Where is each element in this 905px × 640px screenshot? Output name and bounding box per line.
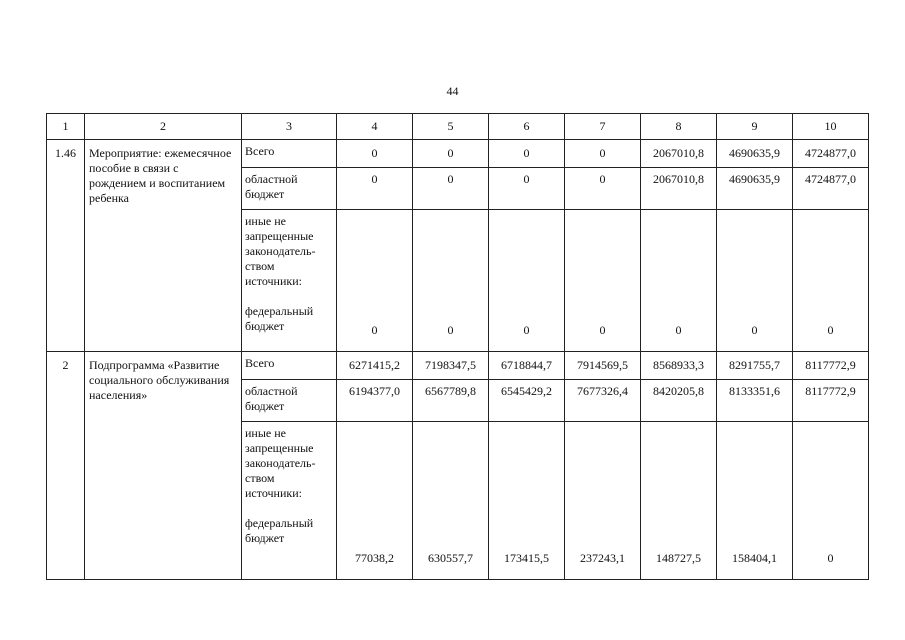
- value-cell: 77038,2: [337, 422, 413, 580]
- header-cell: 1: [47, 114, 85, 140]
- other-sources-label: иные не запрещенные законодатель-ством источники:: [245, 214, 316, 288]
- header-cell: 9: [717, 114, 793, 140]
- value-cell: 0: [337, 140, 413, 168]
- value-cell: 148727,5: [641, 422, 717, 580]
- value-cell: 0: [793, 210, 869, 352]
- federal-budget-label: федеральный бюджет: [245, 516, 314, 545]
- value-cell: 6567789,8: [413, 380, 489, 422]
- header-row: [47, 114, 869, 140]
- source-cell: Всего: [242, 352, 337, 380]
- source-cell: областной бюджет: [242, 380, 337, 422]
- value-cell: 0: [717, 210, 793, 352]
- page-number: 44: [446, 84, 459, 98]
- value-cell: 6271415,2: [337, 352, 413, 380]
- source-cell: [242, 422, 337, 580]
- value-cell: 7914569,5: [565, 352, 641, 380]
- row-name: Подпрограмма «Развитие социального обслуживания населения»: [85, 352, 242, 580]
- value-cell: 4690635,9: [717, 140, 793, 168]
- value-cell: 8291755,7: [717, 352, 793, 380]
- value-cell: 8117772,9: [793, 352, 869, 380]
- value-cell: 0: [413, 168, 489, 210]
- value-cell: 0: [793, 422, 869, 580]
- value-cell: 0: [413, 210, 489, 352]
- value-cell: 4724877,0: [793, 168, 869, 210]
- header-cell: 8: [641, 114, 717, 140]
- value-cell: 630557,7: [413, 422, 489, 580]
- value-cell: 6718844,7: [489, 352, 565, 380]
- value-cell: 7677326,4: [565, 380, 641, 422]
- row-name: Мероприятие: ежемесячное пособие в связи с рождением и воспитанием ребенка: [85, 140, 242, 352]
- value-cell: 173415,5: [489, 422, 565, 580]
- value-cell: 2067010,8: [641, 140, 717, 168]
- value-cell: 0: [337, 168, 413, 210]
- header-cell: 6: [489, 114, 565, 140]
- value-cell: 0: [413, 140, 489, 168]
- value-cell: 6194377,0: [337, 380, 413, 422]
- value-cell: 4690635,9: [717, 168, 793, 210]
- value-cell: 2067010,8: [641, 168, 717, 210]
- value-cell: 0: [641, 210, 717, 352]
- header-cell: 3: [242, 114, 337, 140]
- value-cell: 8117772,9: [793, 380, 869, 422]
- value-cell: 0: [565, 210, 641, 352]
- value-cell: 8133351,6: [717, 380, 793, 422]
- budget-table: [46, 113, 869, 580]
- header-cell: 2: [85, 114, 242, 140]
- table-row: [47, 140, 869, 168]
- header-cell: 10: [793, 114, 869, 140]
- value-cell: 0: [565, 140, 641, 168]
- value-cell: 0: [489, 168, 565, 210]
- federal-budget-label: федеральный бюджет: [245, 304, 314, 333]
- source-cell: Всего: [242, 140, 337, 168]
- header-cell: 5: [413, 114, 489, 140]
- value-cell: 237243,1: [565, 422, 641, 580]
- header-cell: 4: [337, 114, 413, 140]
- value-cell: 0: [489, 210, 565, 352]
- value-cell: 4724877,0: [793, 140, 869, 168]
- source-cell: областной бюджет: [242, 168, 337, 210]
- value-cell: 8568933,3: [641, 352, 717, 380]
- value-cell: 7198347,5: [413, 352, 489, 380]
- value-cell: 0: [565, 168, 641, 210]
- header-cell: 7: [565, 114, 641, 140]
- value-cell: 0: [489, 140, 565, 168]
- row-code: 2: [47, 352, 85, 580]
- source-cell: [242, 210, 337, 352]
- table-row: [47, 352, 869, 380]
- value-cell: 0: [337, 210, 413, 352]
- value-cell: 6545429,2: [489, 380, 565, 422]
- value-cell: 8420205,8: [641, 380, 717, 422]
- other-sources-label: иные не запрещенные законодатель-ством источники:: [245, 426, 316, 500]
- value-cell: 158404,1: [717, 422, 793, 580]
- row-code: 1.46: [47, 140, 85, 352]
